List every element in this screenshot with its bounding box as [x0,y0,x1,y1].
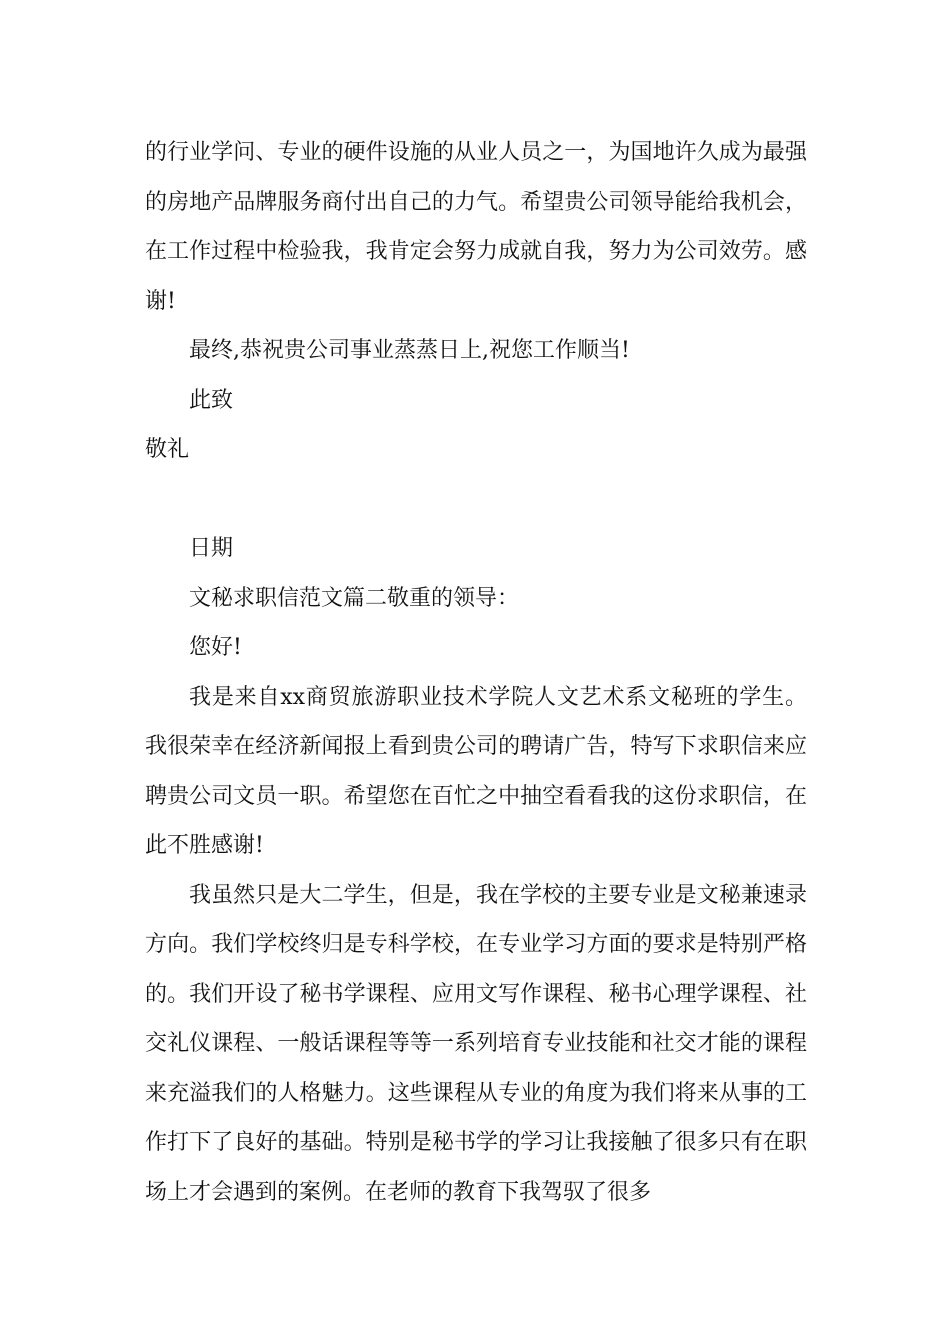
greeting: 您好! [189,635,242,660]
date-line: 日期 [189,536,234,561]
section-heading-letter-two: 文秘求职信范文篇二敬重的领导： [189,585,520,611]
paragraph-introduction: 我是来自xx商贸旅游职业技术学院人文艺术系文秘班的学生。我很荣幸在经济新闻报上看到贵公司的聘请广告，特写下求职信来应聘贵公司文员一职。希望您在百忙之中抽空看看我的这份求职信，在此不胜感谢! [145,684,807,858]
document-page [145,128,807,1217]
salutation-cizhi: 此致 [189,387,234,413]
blank-line [145,475,807,525]
paragraph-best-wishes: 最终,恭祝贵公司事业蒸蒸日上,祝您工作顺当! [189,338,630,363]
salutation-jingli: 敬礼 [145,437,190,462]
paragraph-education: 我虽然只是大二学生，但是，我在学校的主要专业是文秘兼速录方向。我们学校终归是专科学校，在专业学习方面的要求是特别严格的。我们开设了秘书学课程、应用文写作课程、秘书心理学课程、社交礼仪课程、一般话课程等等一系列培育专业技能和社交才能的课程来充溢我们的人格魅力。这些课程从专业的角度为我们将来从事的工作打下了良好的基础。特别是秘书学的学习让我接触了很多只有在职场上才会遇到的案例。在老师的教育下我驾驭了很多 [145,882,807,1205]
paragraph-closing-statement: 的行业学问、专业的硬件设施的从业人员之一，为国地许久成为最强的房地产品牌服务商付出自己的力气。希望贵公司领导能给我机会，在工作过程中检验我，我肯定会努力成就自我，努力为公司效劳。感谢! [145,140,807,314]
